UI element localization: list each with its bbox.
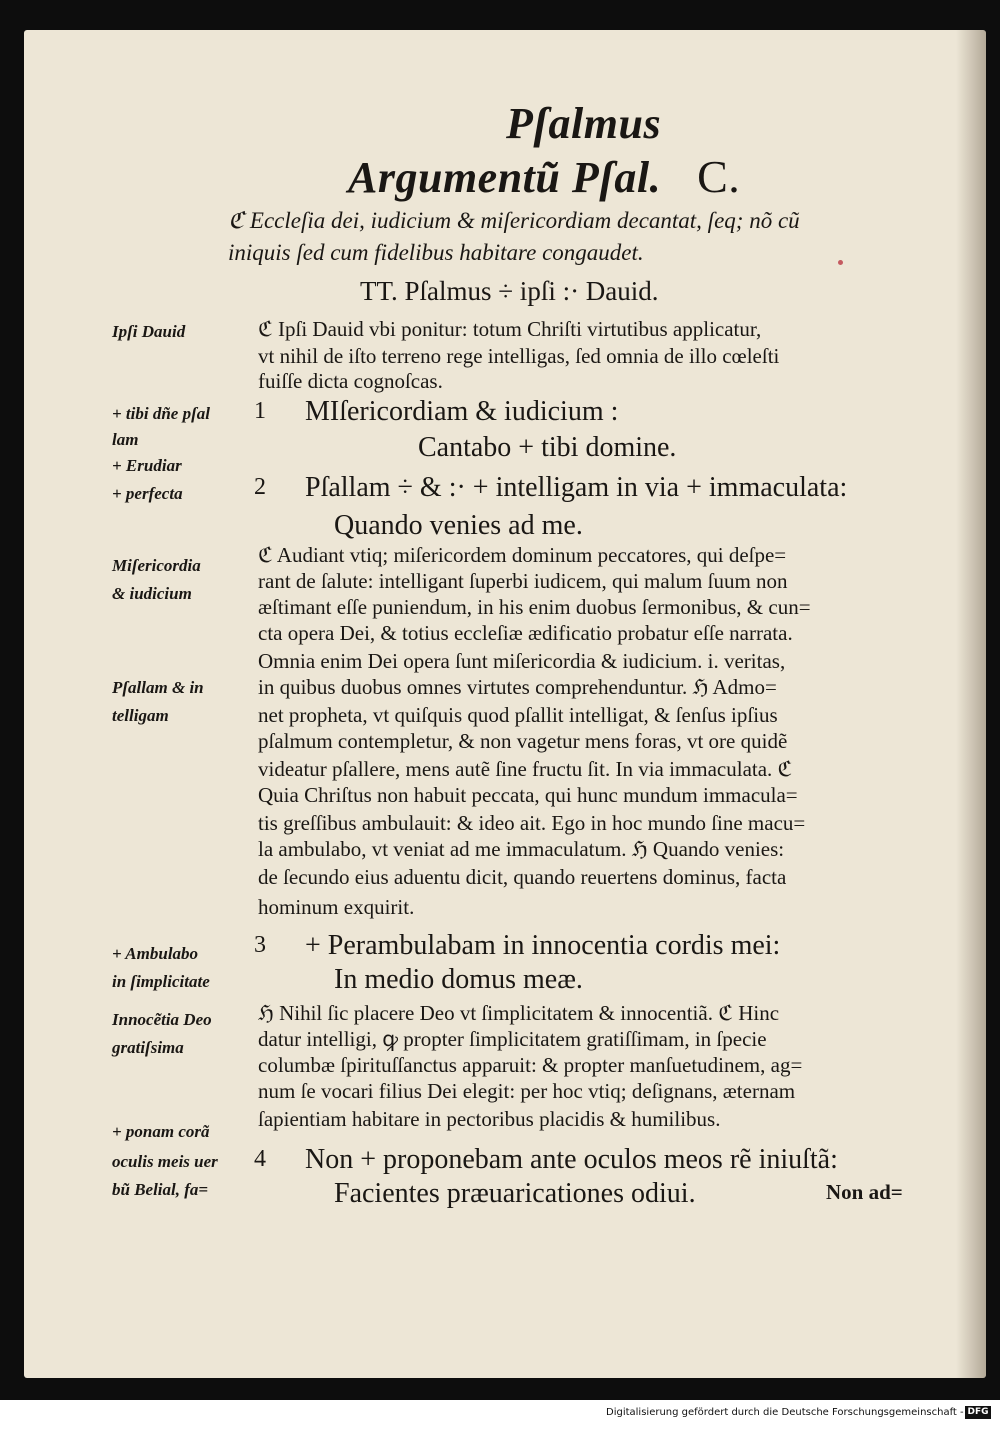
verse-number: 3 [254, 932, 266, 958]
verse-number: 2 [254, 474, 266, 500]
margin-note: lam [112, 430, 139, 449]
margin-note: + Ambulabo [112, 944, 199, 963]
verse-line: MIſericordiam & iudicium : [305, 396, 619, 427]
argument-heading [348, 150, 740, 203]
commentary-line: ſapientiam habitare in pectoribus placidis & humilibus. [258, 1107, 721, 1131]
argument-line: iniquis ſed cum fidelibus habitare congaudet. [228, 240, 644, 265]
margin-note: Innocẽtia Deo [112, 1010, 212, 1029]
psalm-title: TT. Pſalmus ÷ ipſi :· Dauid. [360, 276, 659, 306]
commentary-line: datur intelligi, ꝙ propter ſimplicitatem gratiſſimam, in ſpecie [258, 1027, 767, 1051]
commentary-line: videatur pſallere, mens autẽ ſine fructu ſit. In via immaculata. ℭ [258, 757, 793, 781]
commentary-line: num ſe vocari filius Dei elegit: per hoc vtiq; deſignans, æternam [258, 1079, 796, 1103]
argument-line: ℭ Eccleſia dei, iudicium & miſericordiam decantat, ſeq; nõ cũ [228, 208, 800, 233]
commentary-line: fuiſſe dicta cognoſcas. [258, 369, 443, 393]
margin-note: + ponam corã [112, 1122, 210, 1141]
commentary-line: cta opera Dei, & totius eccleſiæ ædificatio probatur eſſe narrata. [258, 621, 793, 645]
digitization-credit: Digitalisierung gefördert durch die Deutsche Forschungsgemeinschaft - [606, 1407, 964, 1418]
catchword: Non ad= [826, 1180, 903, 1204]
argument-heading-label: Argumentũ Pſal. [348, 153, 662, 202]
dfg-logo: DFG [965, 1406, 991, 1419]
margin-note: Miſericordia [112, 556, 201, 575]
margin-note: + tibi dñe pſal [112, 404, 210, 423]
psalm-number: C. [697, 151, 741, 202]
commentary-line: net propheta, vt quiſquis quod pſallit intelligat, & ſenſus ipſius [258, 703, 778, 727]
margin-note: gratiſsima [112, 1038, 184, 1057]
commentary-line: vt nihil de iſto terreno rege intelligas, ſed omnia de illo cœleſti [258, 344, 780, 368]
commentary-line: rant de ſalute: intelligant ſuperbi iudicem, qui malum ſuum non [258, 569, 788, 593]
page-gutter-shadow [956, 30, 986, 1378]
margin-note: bũ Belial, fa= [112, 1180, 209, 1199]
verse-line: + Perambulabam in innocentia cordis mei: [305, 930, 781, 961]
margin-note: Pſallam & in [112, 678, 204, 697]
running-title: Pſalmus [506, 99, 662, 148]
commentary-line: ℌ Nihil ſic placere Deo vt ſimplicitatem & innocentiã. ℭ Hinc [258, 1001, 780, 1025]
margin-note: + perfecta [112, 484, 183, 503]
verse-number: 1 [254, 398, 266, 424]
margin-note: & iudicium [112, 584, 192, 603]
margin-note: in ſimplicitate [112, 972, 210, 991]
commentary-line: æſtimant eſſe puniendum, in his enim duobus ſermonibus, & cun= [258, 595, 811, 619]
commentary-line: hominum exquirit. [258, 895, 415, 919]
margin-note: Ipſi Dauid [112, 322, 186, 341]
margin-note: + Erudiar [112, 456, 182, 475]
verse-line: In medio domus meæ. [334, 964, 583, 995]
verse-line: Quando venies ad me. [334, 510, 583, 541]
commentary-line: columbæ ſpirituſſanctus apparuit: & propter manſuetudinem, ag= [258, 1053, 803, 1077]
margin-note: oculis meis uer [112, 1152, 218, 1171]
verse-line: Non + proponebam ante oculos meos rẽ iniuſtã: [305, 1144, 838, 1175]
verse-line: Cantabo + tibi domine. [418, 432, 677, 463]
ink-spot [838, 260, 843, 265]
commentary-line: de ſecundo eius aduentu dicit, quando reuertens dominus, facta [258, 865, 787, 889]
commentary-line: la ambulabo, vt veniat ad me immaculatum. ℌ Quando venies: [258, 837, 785, 861]
margin-note: telligam [112, 706, 169, 725]
commentary-line: ℭ Ipſi Dauid vbi ponitur: totum Chriſti virtutibus applicatur, [258, 317, 762, 341]
commentary-line: Omnia enim Dei opera ſunt miſericordia & iudicium. i. veritas, [258, 649, 786, 673]
commentary-line: ℭ Audiant vtiq; miſericordem dominum peccatores, qui deſpe= [258, 543, 787, 567]
commentary-line: tis greſſibus ambulauit: & ideo ait. Ego in hoc mundo ſine macu= [258, 811, 806, 835]
commentary-line: in quibus duobus omnes virtutes comprehenduntur. ℌ Admo= [258, 675, 777, 699]
verse-number: 4 [254, 1146, 266, 1172]
commentary-line: Quia Chriſtus non habuit peccata, qui hunc mundum immacula= [258, 783, 798, 807]
commentary-line: pſalmum contempletur, & non vagetur mens foras, vt ore quidẽ [258, 729, 788, 753]
verse-line: Pſallam ÷ & :· + intelligam in via + immaculata: [305, 472, 848, 503]
verse-line: Facientes præuaricationes odiui. [334, 1178, 696, 1209]
